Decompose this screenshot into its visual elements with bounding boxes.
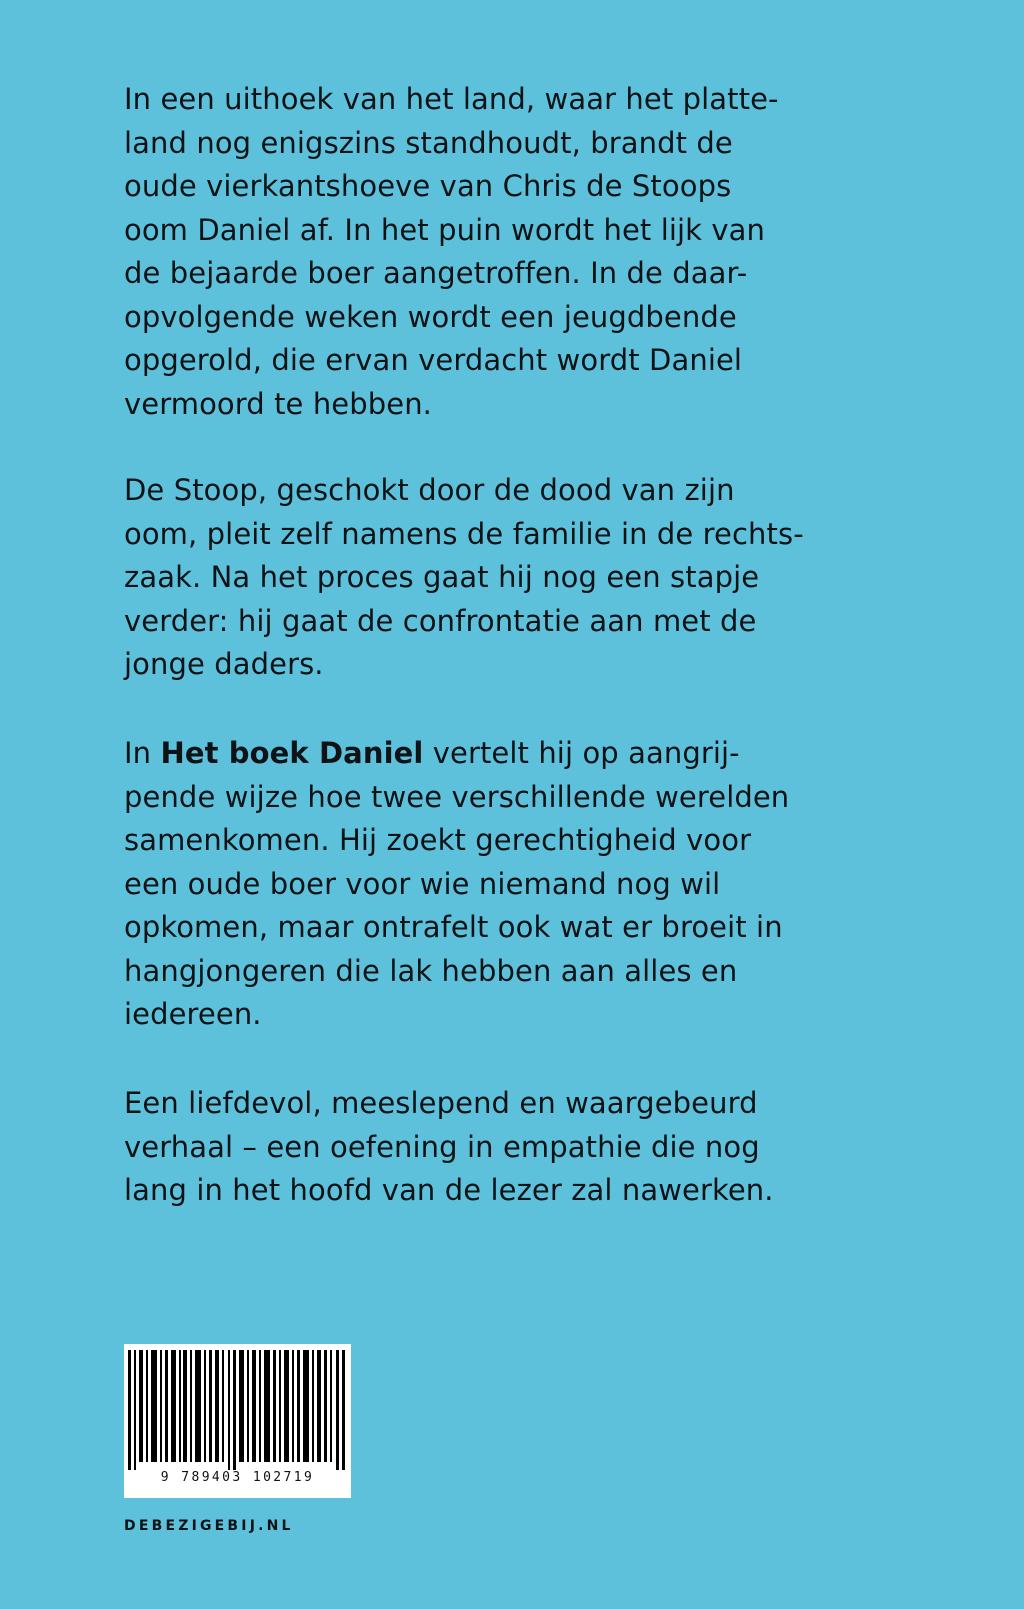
blurb-line: opvolgende weken wordt een jeugdbende	[124, 299, 737, 334]
blurb-line: een oude boer voor wie niemand nog wil	[124, 866, 721, 901]
blurb-line: zaak. Na het proces gaat hij nog een stapje	[124, 560, 760, 594]
blurb-line: oom, pleit zelf namens de familie in de rechts-	[124, 516, 804, 551]
blurb-line: de bejaarde boer aangetroffen. In de daar-	[124, 256, 748, 290]
blurb-line: verder: hij gaat de confrontatie aan met de	[124, 603, 757, 638]
isbn-number: 9 789403 102719	[160, 1470, 315, 1485]
publisher-website: DEBEZIGEBIJ.NL	[124, 1518, 294, 1534]
blurb-line: hangjongeren die lak hebben aan alles en	[124, 953, 738, 988]
blurb-paragraph-3	[124, 732, 789, 1037]
blurb-line: jonge daders.	[124, 647, 324, 681]
blurb-line: oude vierkantshoeve van Chris de Stoops	[124, 169, 732, 203]
blurb-line: verhaal – een oefening in empathie die nog	[124, 1129, 760, 1164]
barcode-bars	[128, 1350, 347, 1470]
barcode-bars-group	[128, 1350, 345, 1470]
blurb-line: vermoord te hebben.	[124, 386, 432, 421]
isbn-barcode	[124, 1344, 351, 1498]
blurb-line: iedereen.	[124, 997, 262, 1031]
blurb-paragraph-2	[124, 469, 804, 687]
blurb-line-prefix: In	[124, 736, 161, 770]
blurb-paragraph-4	[124, 1082, 774, 1213]
blurb-line: De Stoop, geschokt door de dood van zijn	[124, 473, 735, 507]
blurb-line: lang in het hoofd van de lezer zal nawerken.	[124, 1173, 774, 1207]
blurb-line: land nog enigszins standhoudt, brandt de	[124, 125, 733, 160]
book-title: Het boek Daniel	[160, 736, 424, 770]
blurb-line: pende wijze hoe twee verschillende werelden	[124, 779, 790, 814]
blurb-line: In een uithoek van het land, waar het platte-	[124, 82, 779, 116]
blurb-line: samenkomen. Hij zoekt gerechtigheid voor	[124, 823, 752, 857]
blurb-line: opkomen, maar ontrafelt ook wat er broeit in	[124, 910, 783, 944]
blurb-line: oom Daniel af. In het puin wordt het lijk van	[124, 212, 765, 247]
blurb-line: Een liefdevol, meeslepend en waargebeurd	[124, 1086, 758, 1120]
blurb-line: opgerold, die ervan verdacht wordt Daniel	[124, 343, 743, 377]
blurb-paragraph-1	[124, 78, 779, 426]
blurb-line-with-title	[124, 732, 789, 776]
blurb-line-suffix: vertelt hij op aangrij-	[423, 736, 740, 770]
